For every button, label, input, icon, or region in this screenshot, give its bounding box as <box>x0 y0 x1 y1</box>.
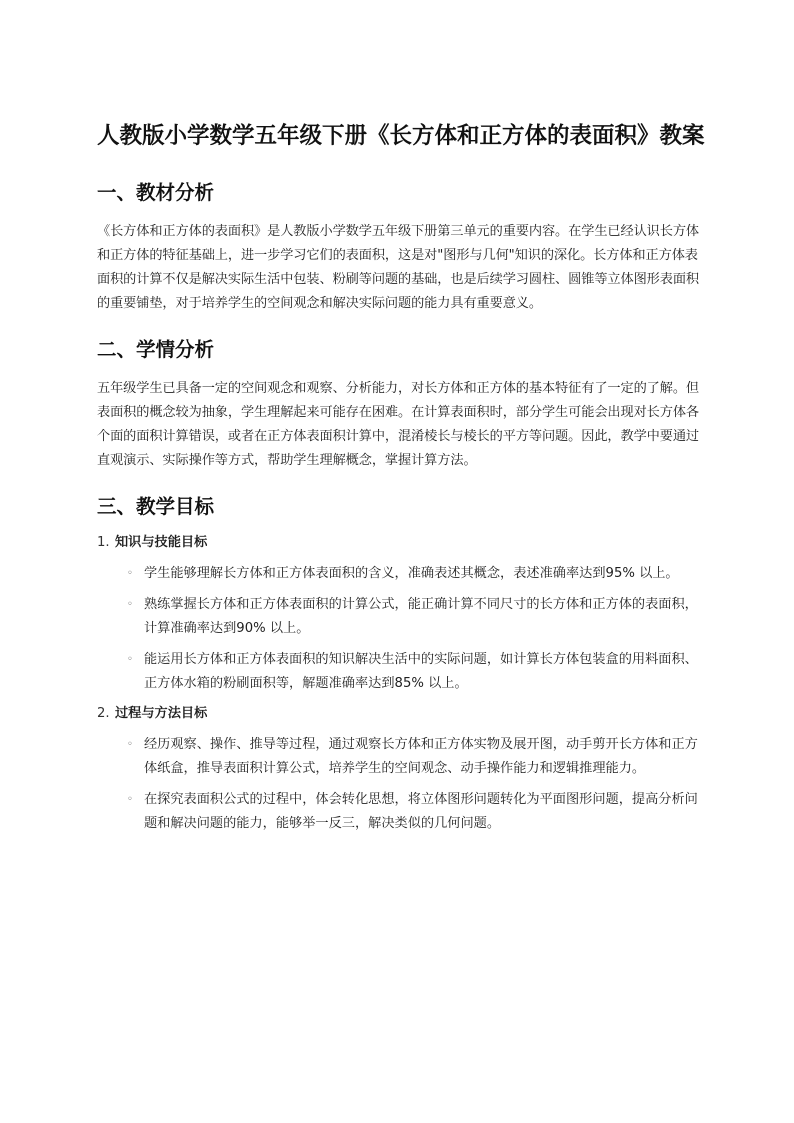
list-item <box>127 562 709 586</box>
goal-heading <box>97 703 709 725</box>
section-student-analysis <box>97 337 709 473</box>
list-item-text: 能运用长方体和正方体表面积的知识解决生活中的实际问题，如计算长方体包装盒的用料面积、正方体水箱的粉刷面积等，解题准确率达到85% 以上。 <box>144 652 698 691</box>
document-page <box>97 118 709 843</box>
section-heading: 三、教学目标 <box>97 495 215 518</box>
section-paragraph: 《长方体和正方体的表面积》是人教版小学数学五年级下册第三单元的重要内容。在学生已经认识长方体和正方体的特征基础上，进一步学习它们的表面积，这是对"图形与几何"知识的深化。长方体和正方体表面积的计算不仅是解决实际生活中包装、粉刷等问题的基础，也是后续学习圆柱、圆锥等立体图形表面积的重要铺垫，对于培养学生的空间观念和解决实际问题的能力具有重要意义。 <box>97 224 700 311</box>
section-teaching-goals <box>97 494 709 836</box>
bullet-icon: ◦ <box>127 739 133 750</box>
list-item <box>127 733 709 781</box>
goal-subitems <box>97 733 709 836</box>
goal-number: 2. <box>97 706 110 721</box>
list-item-text: 学生能够理解长方体和正方体表面积的含义，准确表述其概念，表述准确率达到95% 以上。 <box>144 566 679 581</box>
goal-item <box>97 703 709 836</box>
bullet-icon: ◦ <box>127 654 133 665</box>
section-heading: 一、教材分析 <box>97 181 215 204</box>
list-item <box>127 648 709 696</box>
bullet-icon: ◦ <box>127 794 133 805</box>
section-paragraph: 五年级学生已具备一定的空间观念和观察、分析能力，对长方体和正方体的基本特征有了一定的了解。但表面积的概念较为抽象，学生理解起来可能存在困难。在计算表面积时，部分学生可能会出现对长方体各个面的面积计算错误，或者在正方体表面积计算中，混淆棱长与棱长的平方等问题。因此，教学中要通过直观演示、实际操作等方式，帮助学生理解概念，掌握计算方法。 <box>97 381 700 468</box>
goal-heading <box>97 532 709 554</box>
bullet-icon: ◦ <box>127 568 133 579</box>
document-title: 人教版小学数学五年级下册《长方体和正方体的表面积》教案 <box>97 123 705 149</box>
goal-title: 过程与方法目标 <box>115 706 208 721</box>
list-item-text: 熟练掌握长方体和正方体表面积的计算公式，能正确计算不同尺寸的长方体和正方体的表面积，计算准确率达到90% 以上。 <box>144 597 698 636</box>
list-item-text: 在探究表面积公式的过程中，体会转化思想，将立体图形问题转化为平面图形问题，提高分析问题和解决问题的能力，能够举一反三，解决类似的几何问题。 <box>144 792 698 831</box>
goal-item <box>97 532 709 696</box>
list-item <box>127 593 709 641</box>
bullet-icon: ◦ <box>127 599 133 610</box>
section-textbook-analysis <box>97 180 709 316</box>
section-heading: 二、学情分析 <box>97 338 215 361</box>
list-item <box>127 788 709 836</box>
goal-number: 1. <box>97 535 110 550</box>
goal-title: 知识与技能目标 <box>115 535 208 550</box>
list-item-text: 经历观察、操作、推导等过程，通过观察长方体和正方体实物及展开图，动手剪开长方体和正方体纸盒，推导表面积计算公式，培养学生的空间观念、动手操作能力和逻辑推理能力。 <box>144 737 698 776</box>
goals-list <box>97 532 709 836</box>
goal-subitems <box>97 562 709 696</box>
